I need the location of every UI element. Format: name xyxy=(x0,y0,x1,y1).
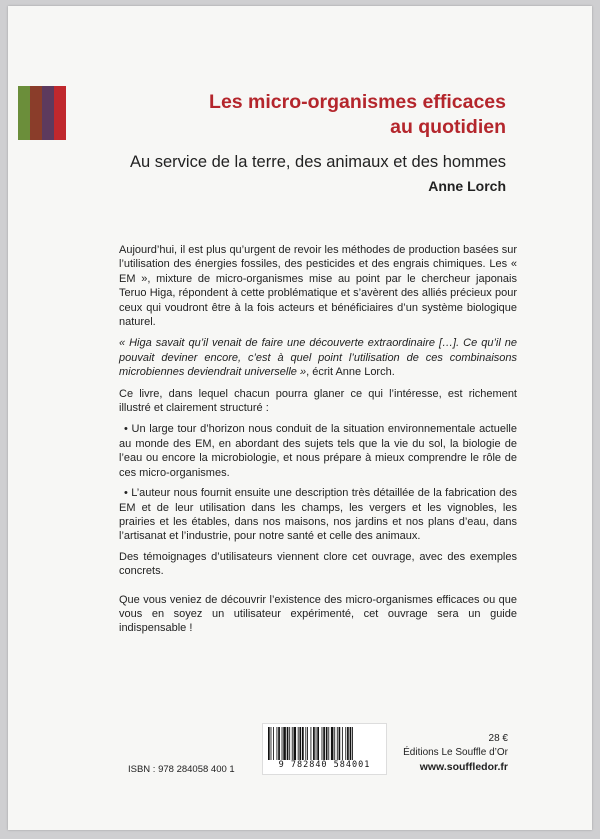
barcode-bar xyxy=(302,727,304,760)
barcode-bar xyxy=(307,727,308,760)
stripe-red xyxy=(54,86,66,140)
blurb-paragraph-structure: Ce livre, dans lequel chacun pourra glaner ce qui l’intéresse, est richement illustré et clairement structuré : xyxy=(119,387,517,415)
price-block xyxy=(403,732,508,774)
publisher-name: Éditions Le Souffle d’Or xyxy=(403,747,508,758)
barcode-bar xyxy=(271,727,272,760)
barcode-number: 9 782840 584001 xyxy=(278,760,371,770)
barcode-bar xyxy=(283,727,286,760)
barcode-bar xyxy=(347,727,349,760)
barcode-bar xyxy=(299,727,301,760)
barcode-bar xyxy=(289,727,290,760)
book-title xyxy=(86,90,506,140)
blurb-quote-paragraph xyxy=(119,336,517,379)
stripe-brown xyxy=(30,86,42,140)
author-name: Anne Lorch xyxy=(428,178,506,194)
barcode-bar xyxy=(287,727,289,760)
blurb-paragraph-intro: Aujourd’hui, il est plus qu’urgent de revoir les méthodes de production basées sur l’utilisation des énergies fossiles, des pesticides et des engrais chimiques. Les « EM », mixture de micro-organismes mise au point par le chercheur japonais Teruo Higa, répondent à cette problématique et s’avèrent des alliés précieux pour ceux qui voudront être à la fois acteurs et bénéficiaires d’un système biologique naturel. xyxy=(119,244,517,329)
barcode xyxy=(262,723,387,775)
book-title-line-1: Les micro-organismes efficaces xyxy=(209,91,506,113)
blurb xyxy=(119,243,517,643)
barcode-bar xyxy=(298,727,299,760)
barcode-bar xyxy=(337,727,338,760)
barcode-bar xyxy=(273,727,274,760)
barcode-bar xyxy=(342,727,343,760)
barcode-bars xyxy=(268,727,381,760)
book-subtitle: Au service de la terre, des animaux et des hommes xyxy=(129,153,506,171)
barcode-bar xyxy=(328,727,329,760)
barcode-bar xyxy=(282,727,283,760)
barcode-bar xyxy=(313,727,315,760)
barcode-bar xyxy=(292,727,293,760)
barcode-bar xyxy=(277,727,278,760)
stripe-green xyxy=(18,86,30,140)
blurb-quote-attribution: , écrit Anne Lorch. xyxy=(306,366,395,379)
barcode-bar xyxy=(352,727,353,760)
blurb-paragraph-closing: Que vous veniez de découvrir l’existence des micro-organismes efficaces ou que vous en soyez un utilisateur expérimenté, cet ouvrage sera un guide indispensable ! xyxy=(119,593,517,635)
isbn-label: ISBN : 978 284058 400 1 xyxy=(128,764,235,775)
barcode-bar xyxy=(311,727,312,760)
barcode-bar xyxy=(305,727,306,760)
publisher-website: www.souffledor.fr xyxy=(419,761,508,773)
barcode-bar xyxy=(345,727,346,760)
barcode-bar xyxy=(350,727,352,760)
back-cover xyxy=(8,6,592,830)
blurb-bullet-list xyxy=(119,422,517,543)
barcode-bar xyxy=(278,727,280,760)
blurb-bullet-2: • L’auteur nous fournit ensuite une description très détaillée de la fabrication des EM et de leur utilisation dans les champs, les vergers et les vignobles, les prairies et les étables, dans nos maisons, nos jardins et nos plans d’eau, dans l’artisanat et l’industrie, pour notre santé et celle des animaux. xyxy=(119,486,517,544)
barcode-bar xyxy=(334,727,335,760)
stripe-purple xyxy=(42,86,54,140)
barcode-bar xyxy=(317,727,319,760)
blurb-bullet-1: • Un large tour d’horizon nous conduit de la situation environnementale actuelle au monde des EM, en abordant des sujets tels que la vie du sol, la biologie de l’eau ou encore la microbiologie, et nous prépare à mieux comprendre le rôle de ces micro-organismes. xyxy=(119,422,517,480)
blurb-quote: « Higa savait qu’il venait de faire une découverte extraordinaire […]. Ce qu’il ne pouvait deviner encore, c’est à quel point l’utilisation de ces combinaisons microbiennes deviendrait universelle » xyxy=(119,337,517,379)
blurb-paragraph-testimonials: Des témoignages d’utilisateurs viennent clore cet ouvrage, avec des exemples concrets. xyxy=(119,550,517,578)
barcode-bar xyxy=(268,727,270,760)
barcode-bar xyxy=(294,727,297,760)
book-title-line-2: au quotidien xyxy=(390,116,506,138)
barcode-bar xyxy=(326,727,328,760)
barcode-bar xyxy=(331,727,334,760)
barcode-bar xyxy=(316,727,317,760)
barcode-bar xyxy=(323,727,325,760)
barcode-bar xyxy=(339,727,341,760)
price: 28 € xyxy=(488,733,508,744)
color-stripes xyxy=(18,86,66,140)
barcode-bar xyxy=(322,727,323,760)
